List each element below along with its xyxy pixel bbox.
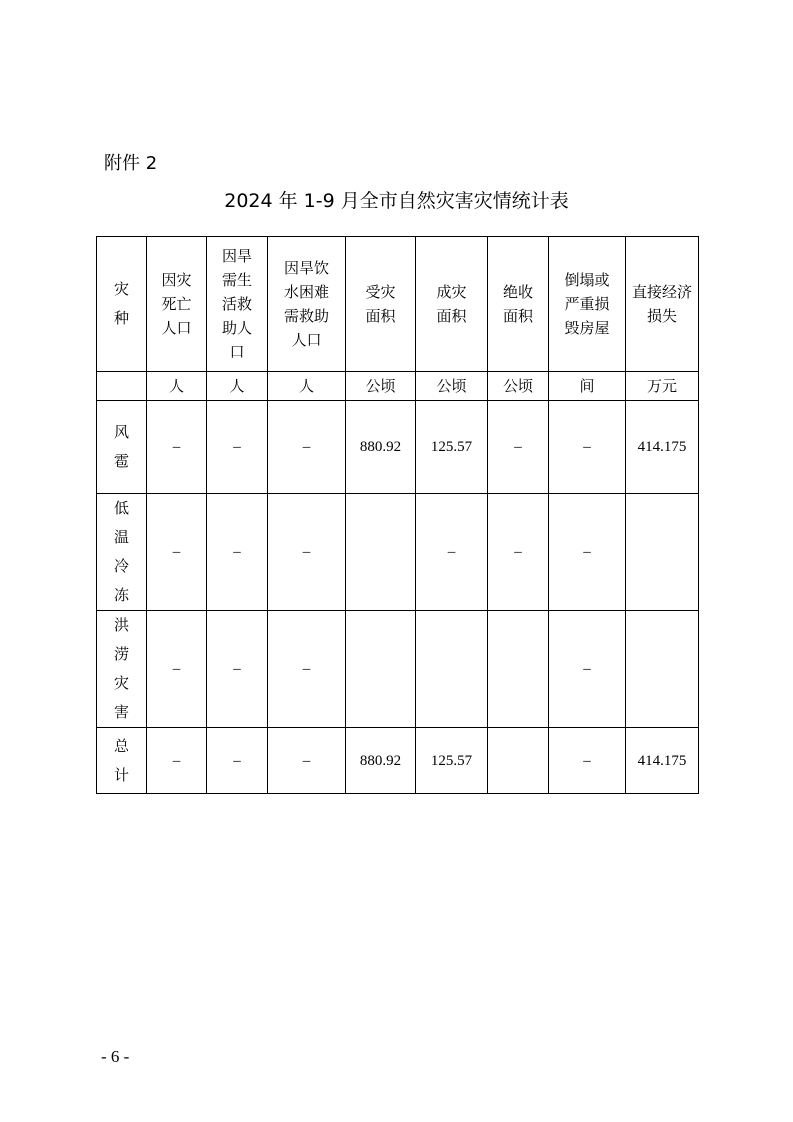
table-cell: – xyxy=(268,611,346,728)
table-cell: – xyxy=(488,401,549,494)
unit-row xyxy=(97,372,699,401)
table-cell: 880.92 xyxy=(346,401,416,494)
disaster-type-cell: 总计 xyxy=(97,728,147,794)
unit-cell: 公顷 xyxy=(346,372,416,401)
table-cell: 125.57 xyxy=(416,401,488,494)
table-cell xyxy=(488,728,549,794)
table-cell xyxy=(626,611,699,728)
disaster-type-cell: 风雹 xyxy=(97,401,147,494)
header-row xyxy=(97,237,699,372)
header-cell xyxy=(416,237,488,372)
table-row xyxy=(97,494,699,611)
table-cell: – xyxy=(147,611,207,728)
table-row xyxy=(97,611,699,728)
header-cell xyxy=(97,237,147,372)
header-cell xyxy=(488,237,549,372)
table-cell: 125.57 xyxy=(416,728,488,794)
table-cell: – xyxy=(207,401,268,494)
header-label: 灾种 xyxy=(113,280,129,327)
table-cell: – xyxy=(147,401,207,494)
table-cell: – xyxy=(147,728,207,794)
table-cell: – xyxy=(207,494,268,611)
disaster-stats-table xyxy=(96,236,699,794)
header-label: 成灾面积 xyxy=(436,282,467,325)
header-cell xyxy=(549,237,626,372)
total-row xyxy=(97,728,699,794)
header-label: 因旱饮水困难需救助人口 xyxy=(283,258,329,349)
table-cell: – xyxy=(488,494,549,611)
table-cell: – xyxy=(549,494,626,611)
table-cell: – xyxy=(268,401,346,494)
header-label: 倒塌或严重损毁房屋 xyxy=(564,270,610,337)
table-cell: – xyxy=(549,728,626,794)
table-cell: – xyxy=(549,611,626,728)
header-label: 因灾死亡人口 xyxy=(161,270,192,337)
unit-cell: 公顷 xyxy=(488,372,549,401)
unit-cell: 人 xyxy=(268,372,346,401)
table-cell: – xyxy=(147,494,207,611)
unit-cell: 间 xyxy=(549,372,626,401)
header-label: 因旱需生活救助人口 xyxy=(221,246,252,361)
table-cell xyxy=(346,494,416,611)
table-cell xyxy=(346,611,416,728)
header-label: 绝收面积 xyxy=(502,282,533,325)
disaster-type-cell: 低温冷冻 xyxy=(97,494,147,611)
header-label: 受灾面积 xyxy=(365,282,396,325)
table-cell: – xyxy=(268,494,346,611)
header-cell xyxy=(268,237,346,372)
unit-cell: 公顷 xyxy=(416,372,488,401)
page-number: - 6 - xyxy=(101,1047,130,1066)
table-cell: 414.175 xyxy=(626,401,699,494)
header-cell xyxy=(207,237,268,372)
table-cell: – xyxy=(207,728,268,794)
table-cell: – xyxy=(416,494,488,611)
unit-cell xyxy=(97,372,147,401)
table-cell: – xyxy=(268,728,346,794)
table-cell: 880.92 xyxy=(346,728,416,794)
header-cell xyxy=(626,237,699,372)
disaster-type-cell: 洪涝灾害 xyxy=(97,611,147,728)
table-cell xyxy=(416,611,488,728)
attachment-label: 附件 2 xyxy=(104,153,158,174)
table-cell: 414.175 xyxy=(626,728,699,794)
table-cell xyxy=(626,494,699,611)
header-cell xyxy=(346,237,416,372)
header-cell xyxy=(147,237,207,372)
unit-cell: 万元 xyxy=(626,372,699,401)
page-title: 2024 年 1-9 月全市自然灾害灾情统计表 xyxy=(224,190,569,212)
unit-cell: 人 xyxy=(207,372,268,401)
unit-cell: 人 xyxy=(147,372,207,401)
table-cell: – xyxy=(549,401,626,494)
table-cell: – xyxy=(207,611,268,728)
table-cell xyxy=(488,611,549,728)
header-label: 直接经济损失 xyxy=(631,282,692,325)
table-row xyxy=(97,401,699,494)
